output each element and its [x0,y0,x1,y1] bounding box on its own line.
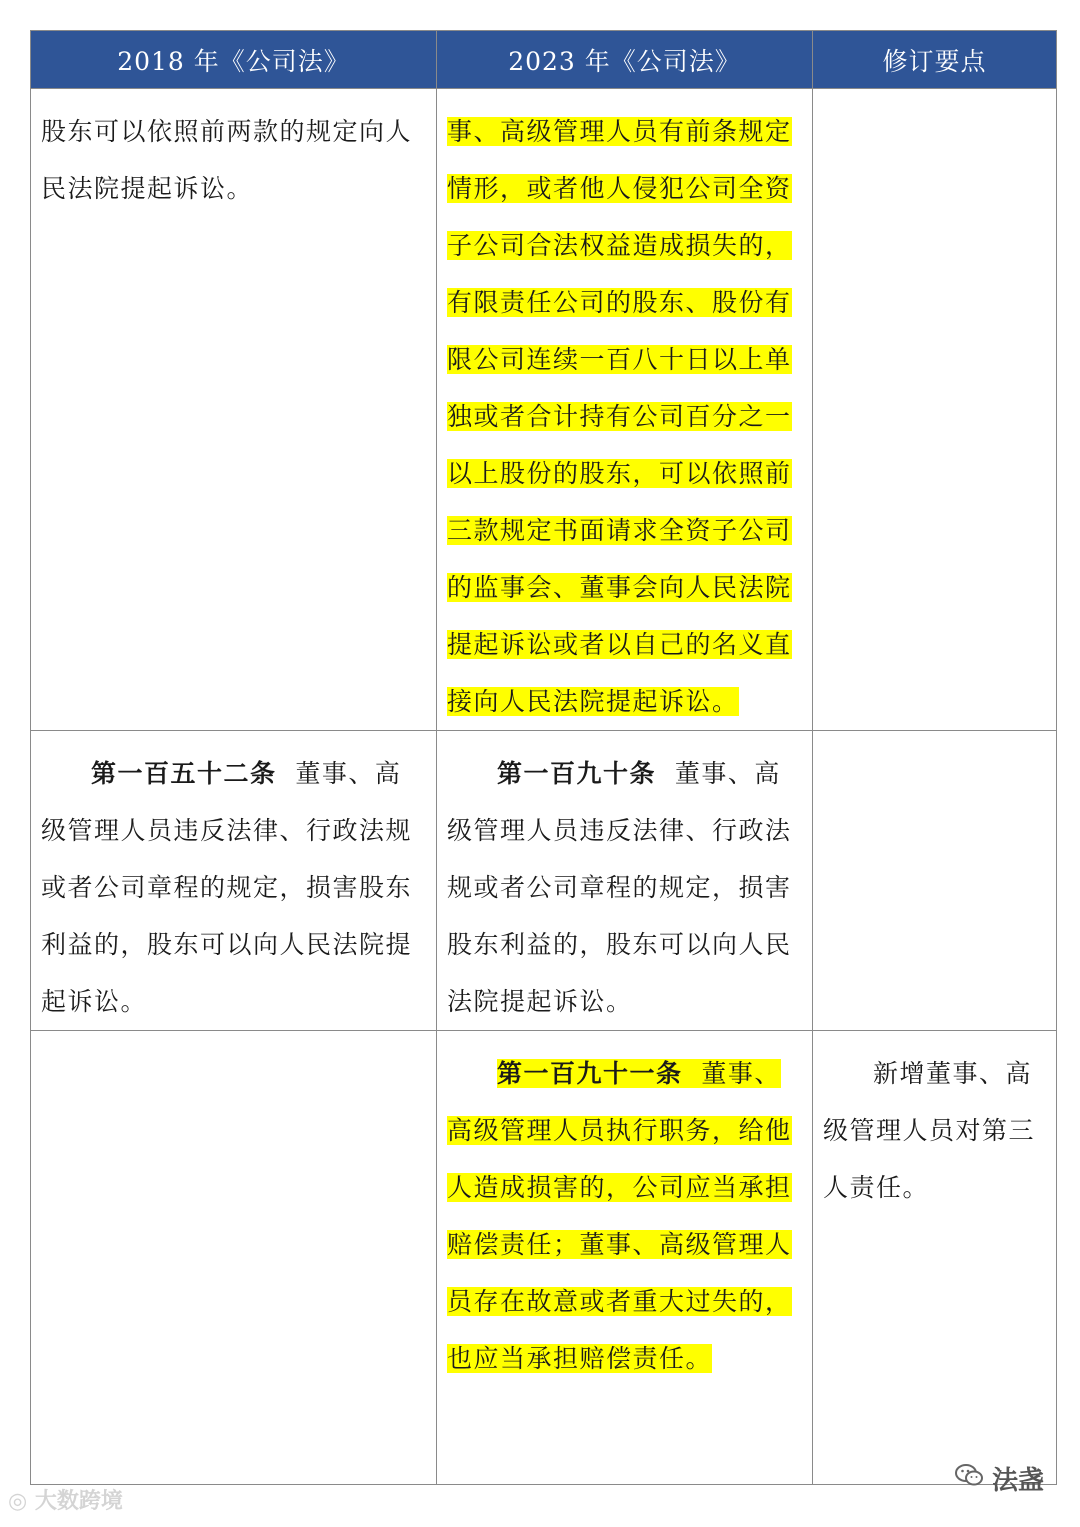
old-law-text: 股东可以依照前两款的规定向人民法院提起诉讼。 [41,117,413,203]
watermark-text: 大数跨境 [34,1489,123,1514]
old-law-text: 董事、高级管理人员违反法律、行政法规或者公司章程的规定，损害股东利益的，股东可以向人民法院提起诉讼。 [41,759,413,1016]
new-article-number: 第一百九十条 [497,759,657,788]
header-2023: 2023 年《公司法》 [437,31,813,89]
header-2018: 2018 年《公司法》 [31,31,437,89]
cell-old-law [31,731,437,1031]
table-row [31,1031,1057,1485]
new-law-text: 董事、高级管理人员违反法律、行政法规或者公司章程的规定，损害股东利益的，股东可以向人民法院提起诉讼。 [447,759,792,1016]
cell-note [813,1031,1057,1485]
wechat-icon [954,1462,984,1495]
watermark-logo-icon: ◎ [8,1489,35,1514]
new-law-text: 事、高级管理人员有前条规定情形，或者他人侵犯公司全资子公司合法权益造成损失的，有限责任公司的股东、股份有限公司连续一百八十日以上单独或者合计持有公司百分之一以上股份的股东，可以依照前三款规定书面请求全资子公司的监事会、董事会向人民法院提起诉讼或者以自己的名义直接向人民法院提起诉讼。 [447,117,792,716]
new-law-text: 董事、高级管理人员执行职务，给他人造成损害的，公司应当承担赔偿责任；董事、高级管理人员存在故意或者重大过失的，也应当承担赔偿责任。 [447,1059,792,1373]
cell-new-law [437,1031,813,1485]
table-row [31,89,1057,731]
cell-new-law [437,731,813,1031]
table-row [31,731,1057,1031]
comparison-table [30,30,1057,1485]
old-law-text [31,1031,436,1045]
new-article-number: 第一百九十一条 [497,1059,683,1088]
watermark [8,1484,123,1515]
cell-note [813,89,1057,731]
note-text [813,731,1056,745]
cell-new-law [437,89,813,731]
brand-footer [954,1460,1044,1497]
cell-old-law [31,89,437,731]
table-header-row [31,31,1057,89]
cell-old-law [31,1031,437,1485]
note-text [813,89,1056,103]
header-revision-points: 修订要点 [813,31,1057,89]
note-text: 新增董事、高级管理人员对第三人责任。 [823,1059,1036,1202]
cell-note [813,731,1057,1031]
old-article-number: 第一百五十二条 [91,759,277,788]
brand-name: 法盏 [991,1466,1044,1496]
